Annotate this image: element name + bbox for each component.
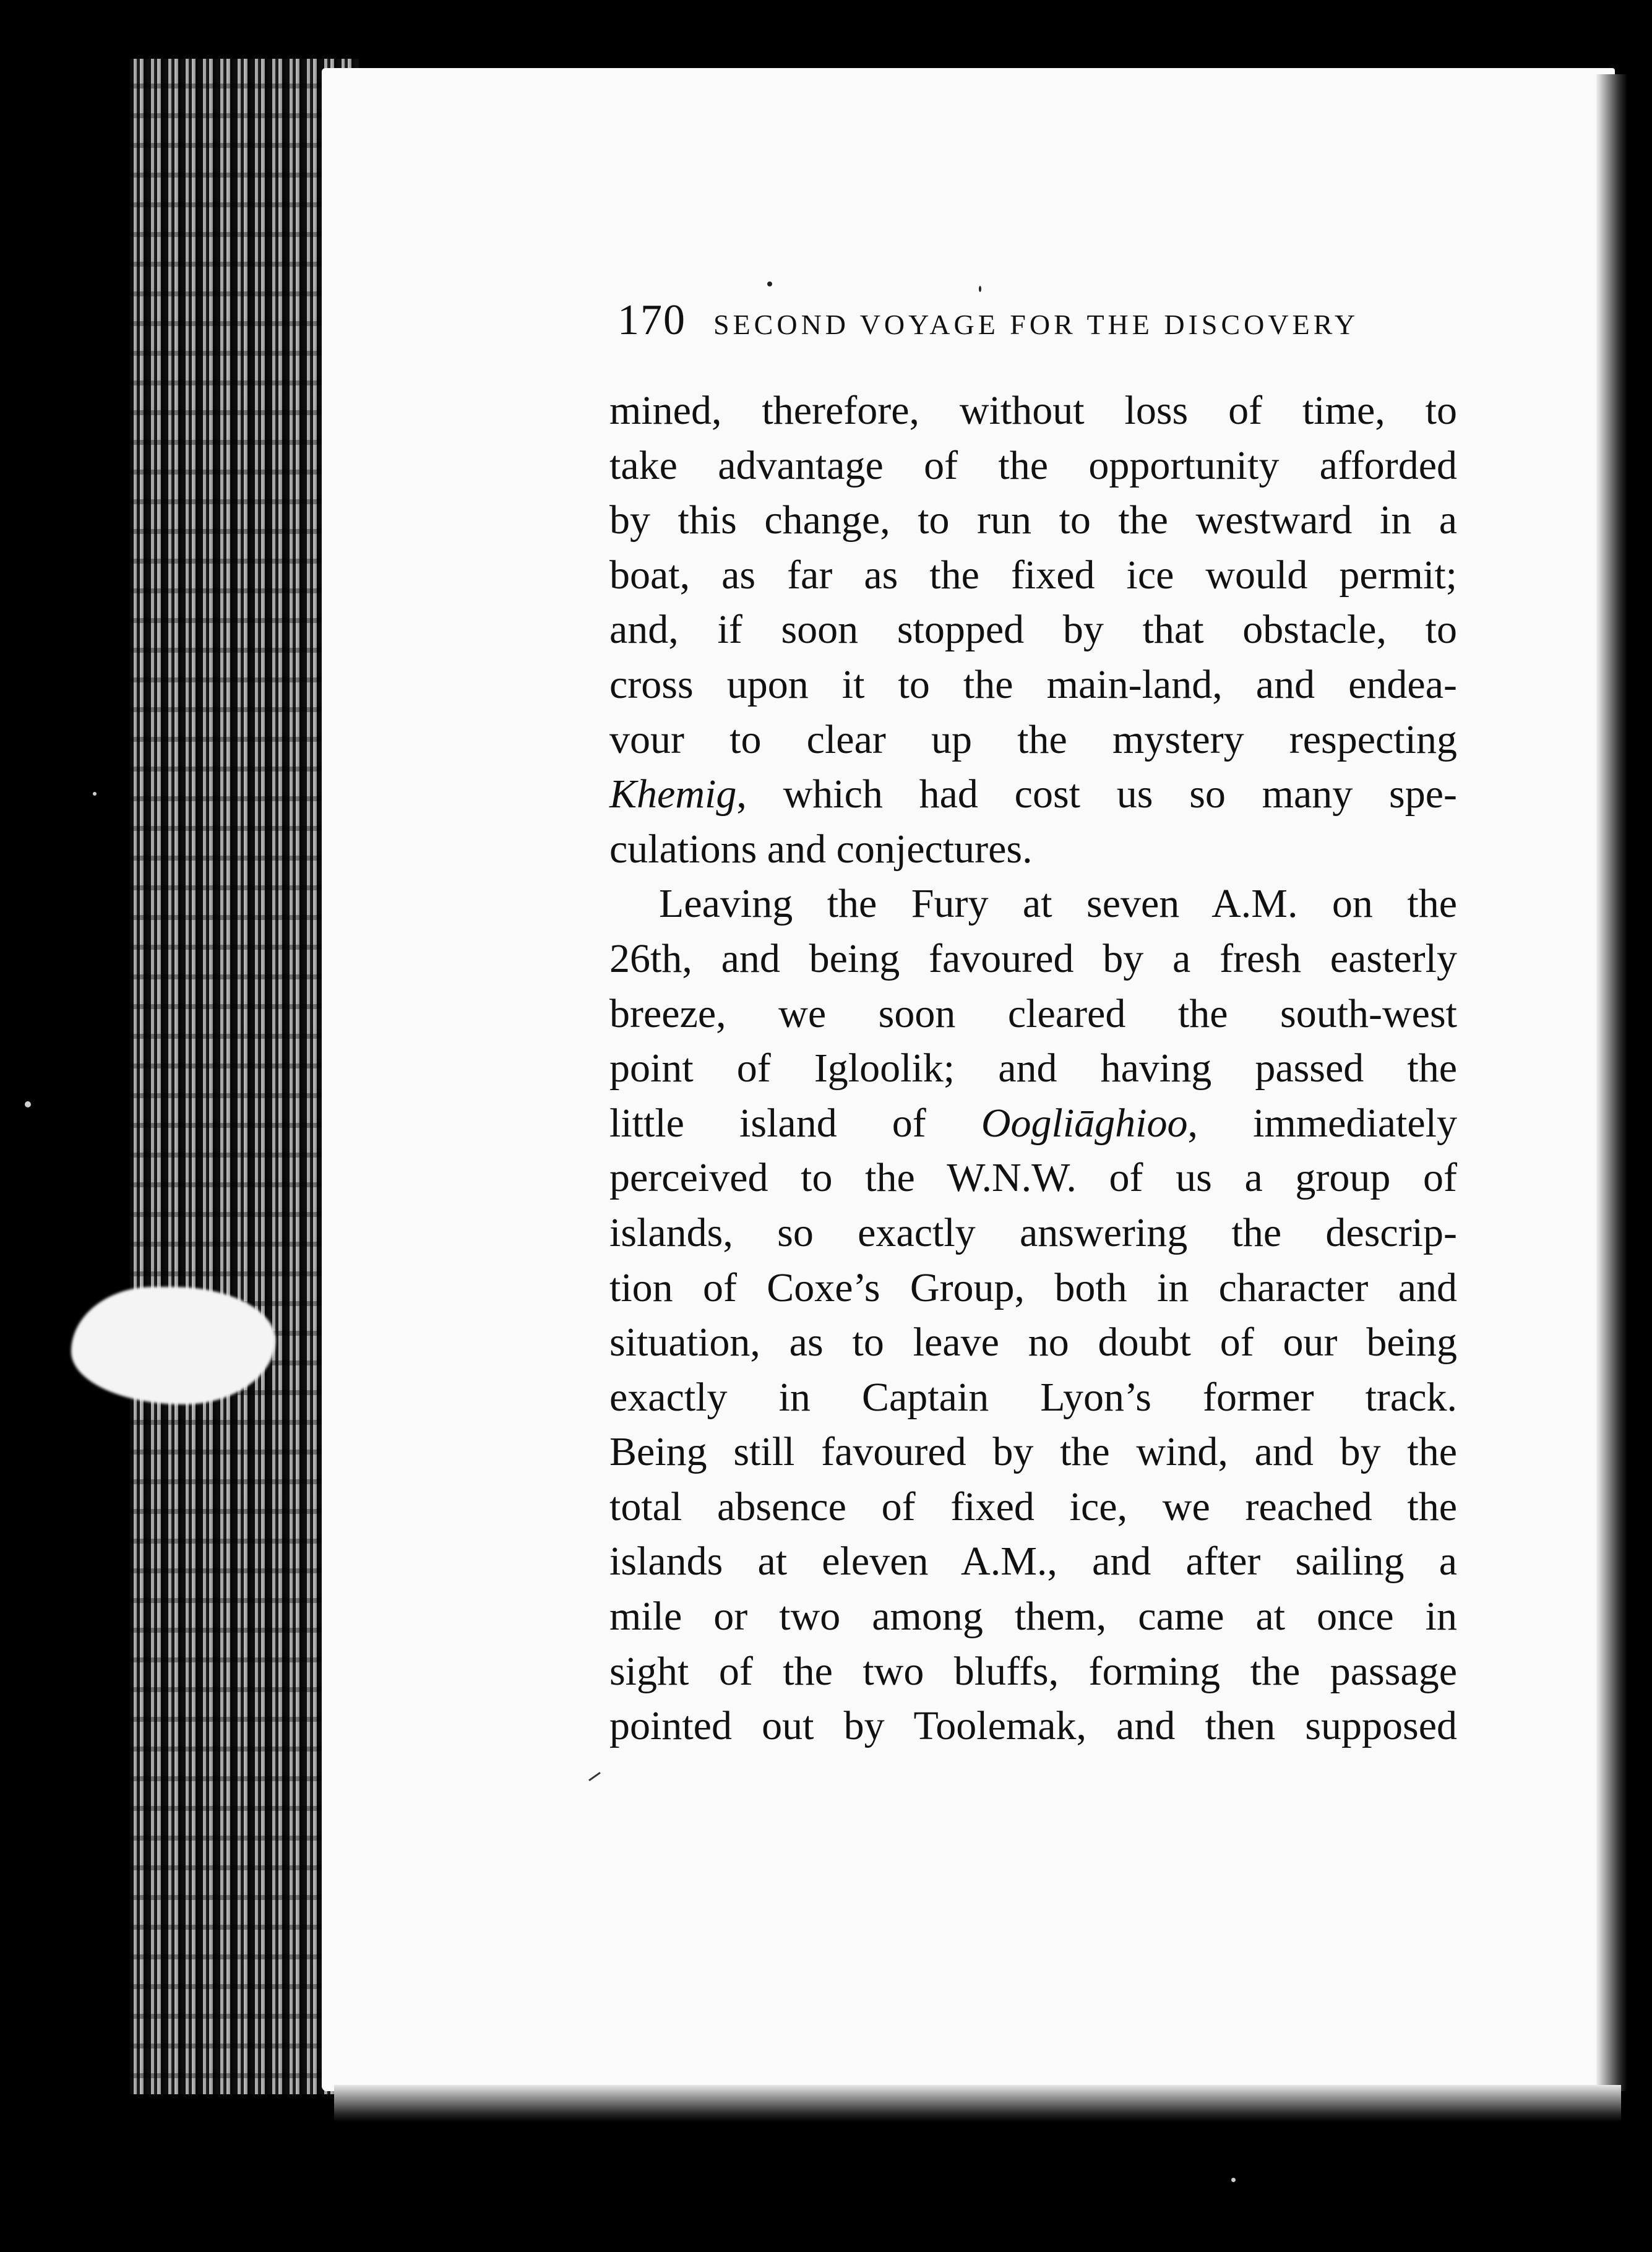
text-line: 26th, and being favoured by a fresh easterly: [609, 935, 1457, 981]
italic-term: Khemig: [609, 771, 737, 817]
text-line: islands, so exactly answering the descrip-: [609, 1210, 1457, 1255]
text-line: pointed out by Toolemak, and then supposed: [609, 1703, 1457, 1749]
text-line: mile or two among them, came at once in: [609, 1594, 1457, 1640]
ink-speck: [767, 282, 772, 286]
text-line: tion of Coxe’s Group, both in character and: [609, 1265, 1457, 1310]
text-line: and, if soon stopped by that obstacle, to: [609, 607, 1457, 653]
scan-speck: [1231, 2178, 1236, 2182]
text-line: sight of the two bluffs, forming the passage: [609, 1648, 1457, 1694]
text-line: take advantage of the opportunity afforded: [609, 442, 1457, 488]
text-line: total absence of fixed ice, we reached the: [609, 1484, 1457, 1529]
page-bottom-shadow: [334, 2085, 1621, 2122]
scan-speck: [93, 792, 97, 796]
text-line: boat, as far as the fixed ice would permit;: [609, 552, 1457, 598]
text-line: point of Igloolik; and having passed the: [609, 1046, 1457, 1091]
torn-paper-fragment: [71, 1287, 275, 1404]
text-line: Being still favoured by the wind, and by the: [609, 1429, 1457, 1475]
text-line: cross upon it to the main-land, and endea-: [609, 661, 1457, 707]
page-header: [617, 296, 1484, 345]
text-line: exactly in Captain Lyon’s former track.: [609, 1374, 1457, 1420]
text-line: islands at eleven A.M., and after sailing a: [609, 1539, 1457, 1584]
page-number: 170: [617, 296, 686, 344]
italic-term: Oogliāghioo: [981, 1100, 1188, 1146]
scan-speck: [25, 1101, 31, 1107]
text-line: by this change, to run to the westward in a: [609, 497, 1457, 543]
text-line: breeze, we soon cleared the south-west: [609, 991, 1457, 1036]
facing-page-shadow: [1596, 74, 1627, 2091]
ink-speck: [979, 286, 981, 292]
text-line: Khemig, which had cost us so many spe-: [609, 771, 1457, 817]
text-line: Leaving the Fury at seven A.M. on the: [659, 881, 1457, 927]
text-line: perceived to the W.N.W. of us a group of: [609, 1155, 1457, 1201]
text-line: situation, as to leave no doubt of our being: [609, 1320, 1457, 1365]
running-head: SECOND VOYAGE FOR THE DISCOVERY: [713, 309, 1359, 340]
body-text: [609, 384, 1457, 1754]
text-line: vour to clear up the mystery respecting: [609, 716, 1457, 762]
text-line: little island of Oogliāghioo, immediately: [609, 1100, 1458, 1146]
text-line: mined, therefore, without loss of time, to: [609, 388, 1457, 433]
text-line: culations and conjectures.: [609, 826, 1033, 872]
